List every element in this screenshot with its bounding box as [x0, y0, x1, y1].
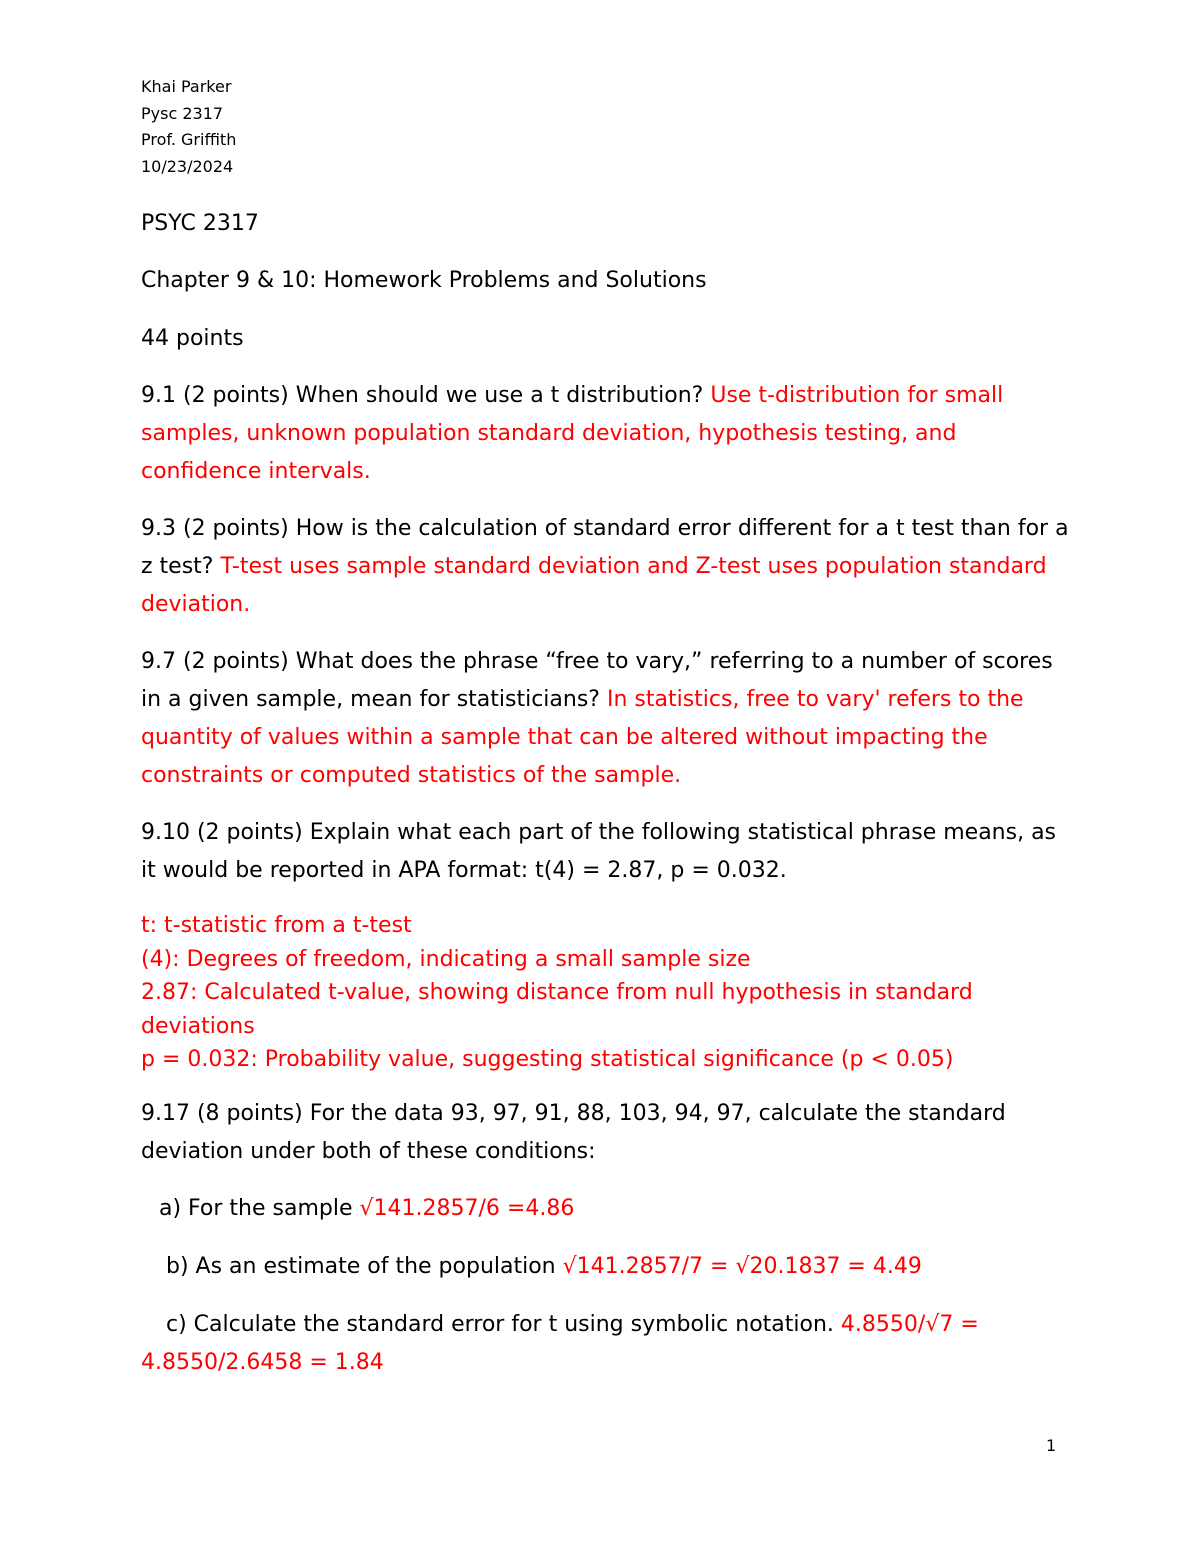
question-9-10 [141, 814, 1076, 890]
answer-line: 2.87: Calculated t-value, showing distance from null hypothesis in standard deviations [141, 980, 973, 1039]
professor-name: Prof. Griffith [141, 130, 237, 149]
part-label: c) Calculate the standard error for t using symbolic notation. [166, 1311, 841, 1337]
page-number: 1 [1046, 1436, 1057, 1455]
part-label: b) As an estimate of the population [166, 1253, 563, 1279]
answer-line: (4): Degrees of freedom, indicating a small sample size [141, 946, 751, 972]
submission-date: 10/23/2024 [141, 156, 234, 176]
part-answer: √141.2857/7 = √20.1837 = 4.49 [562, 1253, 922, 1279]
question-9-1 [141, 377, 1076, 491]
part-answer: √141.2857/6 =4.86 [359, 1195, 575, 1221]
question-9-7 [141, 643, 1076, 795]
question-answer: In statistics, free to vary' refers to the quantity of values within a sample that can be altered without impacting the constraints or computed statistics of the sample. [141, 687, 1024, 788]
question-answer: Use t-distribution for small samples, unknown population standard deviation, hypothesis testing, and confidence intervals. [141, 383, 1004, 484]
question-9-17-part-c [141, 1306, 1076, 1382]
question-prompt: 9.17 (8 points) For the data 93, 97, 91, 88, 103, 94, 97, calculate the standard deviation under both of these conditions: [141, 1100, 1006, 1164]
answer-line: p = 0.032: Probability value, suggesting statistical significance (p < 0.05) [141, 1047, 954, 1072]
question-9-3 [141, 510, 1076, 624]
question-9-17 [141, 1095, 1076, 1171]
assignment-title: Chapter 9 & 10: Homework Problems and Solutions [141, 268, 707, 293]
total-points: 44 points [141, 326, 244, 351]
student-name: Khai Parker [141, 77, 232, 96]
question-9-17-part-a [141, 1190, 1076, 1228]
apa-answer-list [141, 909, 1076, 1077]
part-answer: 4.8550/√7 = 4.8550/2.6458 = 1.84 [141, 1311, 979, 1375]
course-code: Pysc 2317 [141, 103, 224, 123]
question-prompt: 9.7 (2 points) What does the phrase “free to vary,” referring to a number of scores in a given sample, mean for statisticians? [141, 649, 1053, 712]
question-prompt: 9.1 (2 points) When should we use a t distribution? [141, 383, 711, 408]
answer-line: t: t-statistic from a t-test [141, 913, 412, 938]
question-answer: T-test uses sample standard deviation and Z-test uses population standard deviation. [141, 554, 1047, 617]
question-9-17-part-b [141, 1248, 1076, 1286]
part-label: a) For the sample [159, 1195, 360, 1221]
course-heading: PSYC 2317 [141, 211, 259, 236]
student-header [141, 74, 236, 180]
question-prompt: 9.3 (2 points) How is the calculation of standard error different for a t test than for a z test? [141, 516, 1069, 579]
question-prompt: 9.10 (2 points) Explain what each part of the following statistical phrase means, as it would be reported in APA format: t(4) = 2.87, p = 0.032. [141, 820, 1057, 883]
document-body [141, 205, 1076, 1402]
